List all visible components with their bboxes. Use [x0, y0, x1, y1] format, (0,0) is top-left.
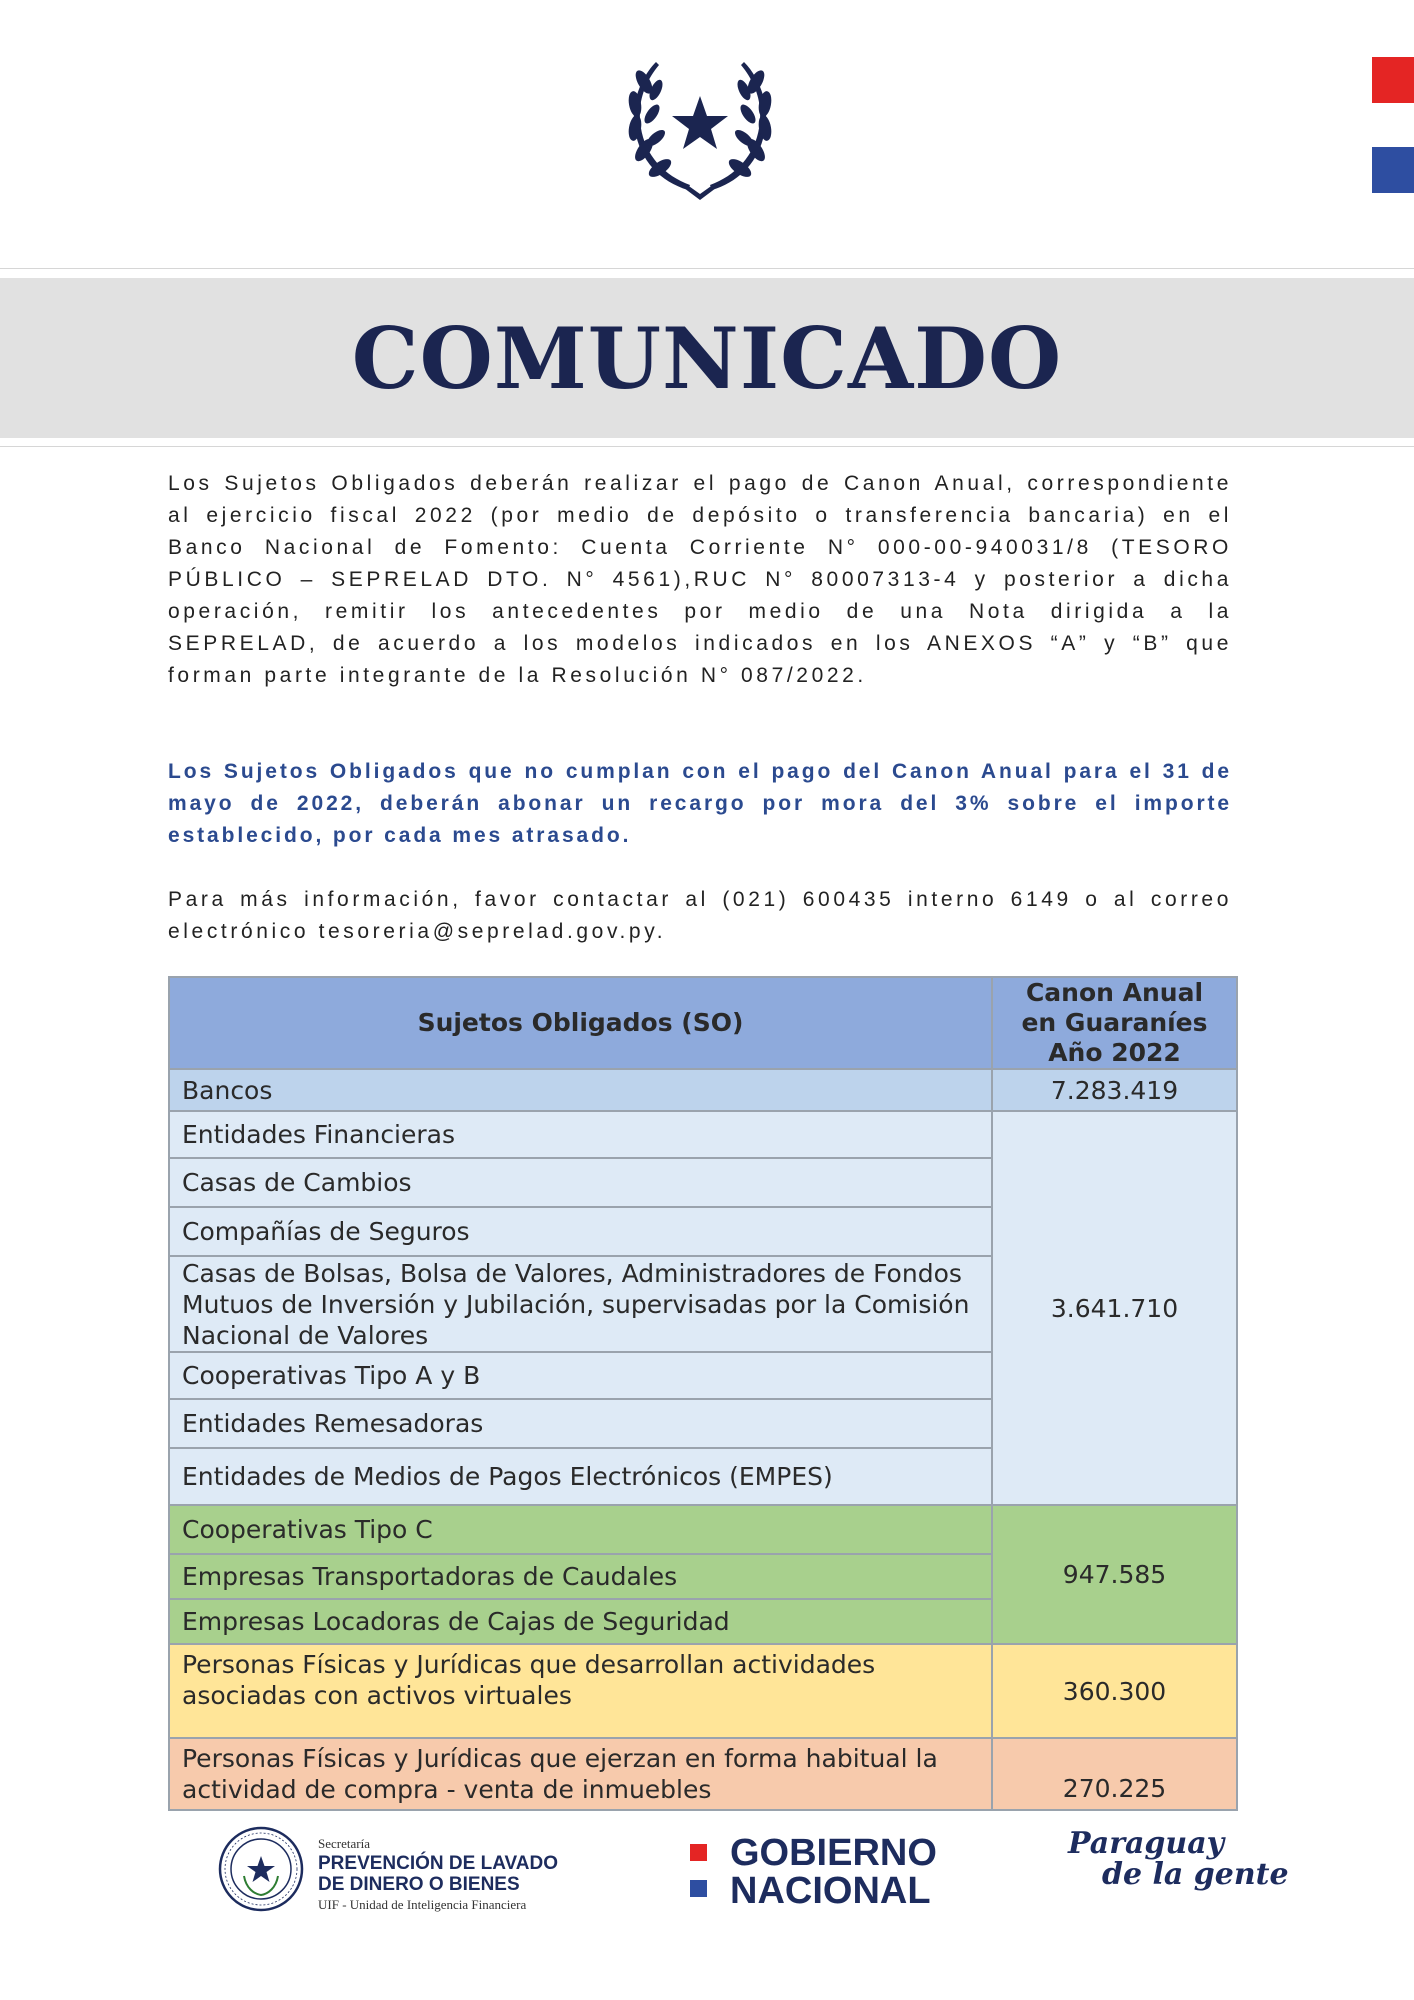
- table-row-cooperativas-c: Cooperativas Tipo C: [169, 1505, 992, 1554]
- table-header-sujetos: Sujetos Obligados (SO): [169, 977, 992, 1069]
- table-row-entidades-financieras: Entidades Financieras: [169, 1111, 992, 1158]
- paragraph-late-fee-notice: Los Sujetos Obligados que no cumplan con el pago del Canon Anual para el 31 de mayo de 2022, deberán abonar un recargo por mora del 3% sobre el importe establecido, por cada mes atrasado.: [168, 760, 1232, 847]
- paragraph-payment-instructions: Los Sujetos Obligados deberán realizar el pago de Canon Anual, correspondiente al ejercicio fiscal 2022 (por medio de depósito o transferencia bancaria) en el Banco Nacional de Fomento: Cuenta Corriente N° 000-00-940031/8 (TESORO PÚBLICO – SEPRELAD DTO. N° 4561),RUC N° 80007313-4 y posterior a dicha operación, remitir los antecedentes por medio de una Nota dirigida a la SEPRELAD, de acuerdo a los modelos indicados en los ANEXOS “A” y “B” que forman parte integrante de la Resolución N° 087/2022.: [168, 472, 1232, 687]
- canon-table: [168, 976, 1236, 1811]
- table-row-empes: Entidades de Medios de Pagos Electrónicos (EMPES): [169, 1448, 992, 1505]
- value-group2: 947.585: [992, 1505, 1237, 1644]
- seprelad-uif: UIF - Unidad de Inteligencia Financiera: [318, 1897, 527, 1912]
- paragraph-contact-info: Para más información, favor contactar al (021) 600435 interno 6149 o al correo electrónico tesoreria@seprelad.gov.py.: [168, 888, 1232, 943]
- seprelad-logo-text: [318, 1834, 558, 1914]
- top-divider: [0, 268, 1414, 269]
- bottom-divider: [0, 446, 1414, 447]
- seprelad-line2: DE DINERO O BIENES: [318, 1874, 520, 1895]
- paraguay-de-la-gente-logo: [1068, 1826, 1289, 1892]
- table-row-casas-de-cambios: Casas de Cambios: [169, 1158, 992, 1207]
- table-row-transportadoras: Empresas Transportadoras de Caudales: [169, 1554, 992, 1599]
- table-row-cooperativas-a-b: Cooperativas Tipo A y B: [169, 1352, 992, 1399]
- footer-logos: [0, 1826, 1414, 1946]
- table-row-casas-de-bolsas: Casas de Bolsas, Bolsa de Valores, Administradores de Fondos Mutuos de Inversión y Jubilación, supervisadas por la Comisión Nacional de Valores: [169, 1256, 992, 1352]
- red-square-icon: [690, 1844, 707, 1861]
- gobierno-line1: GOBIERNO: [730, 1832, 937, 1874]
- table-row-locadoras: Empresas Locadoras de Cajas de Seguridad: [169, 1599, 992, 1644]
- table-header-canon: Canon Anual en Guaraníes Año 2022: [992, 977, 1237, 1069]
- slogan-line2: de la gente: [1102, 1857, 1289, 1892]
- table-row-companias-de-seguros: Compañías de Seguros: [169, 1207, 992, 1256]
- flag-blue-stripe: [1372, 147, 1414, 193]
- slogan-line1: Paraguay: [1068, 1826, 1225, 1861]
- gobierno-line2: NACIONAL: [730, 1870, 931, 1912]
- seprelad-line1: PREVENCIÓN DE LAVADO: [318, 1853, 558, 1874]
- table-row-activos-virtuales: Personas Físicas y Jurídicas que desarrollan actividades asociadas con activos virtuales: [169, 1644, 992, 1738]
- title-band: [0, 278, 1414, 438]
- table-row-inmuebles: Personas Físicas y Jurídicas que ejerzan en forma habitual la actividad de compra - venta de inmuebles: [169, 1738, 992, 1810]
- laurel-star-emblem-icon: [620, 52, 780, 200]
- value-bancos: 7.283.419: [992, 1069, 1237, 1111]
- seprelad-secretaria: Secretaría: [318, 1836, 370, 1851]
- value-group1: 3.641.710: [992, 1111, 1237, 1505]
- table-row-entidades-remesadoras: Entidades Remesadoras: [169, 1399, 992, 1448]
- table-row-bancos: Bancos: [169, 1069, 992, 1111]
- value-inmuebles: 270.225: [992, 1738, 1237, 1810]
- flag-red-stripe: [1372, 57, 1414, 103]
- republica-del-paraguay-seal-icon: [218, 1826, 304, 1912]
- blue-square-icon: [690, 1880, 707, 1897]
- value-activos-virtuales: 360.300: [992, 1644, 1237, 1738]
- page-title: COMUNICADO: [351, 308, 1063, 408]
